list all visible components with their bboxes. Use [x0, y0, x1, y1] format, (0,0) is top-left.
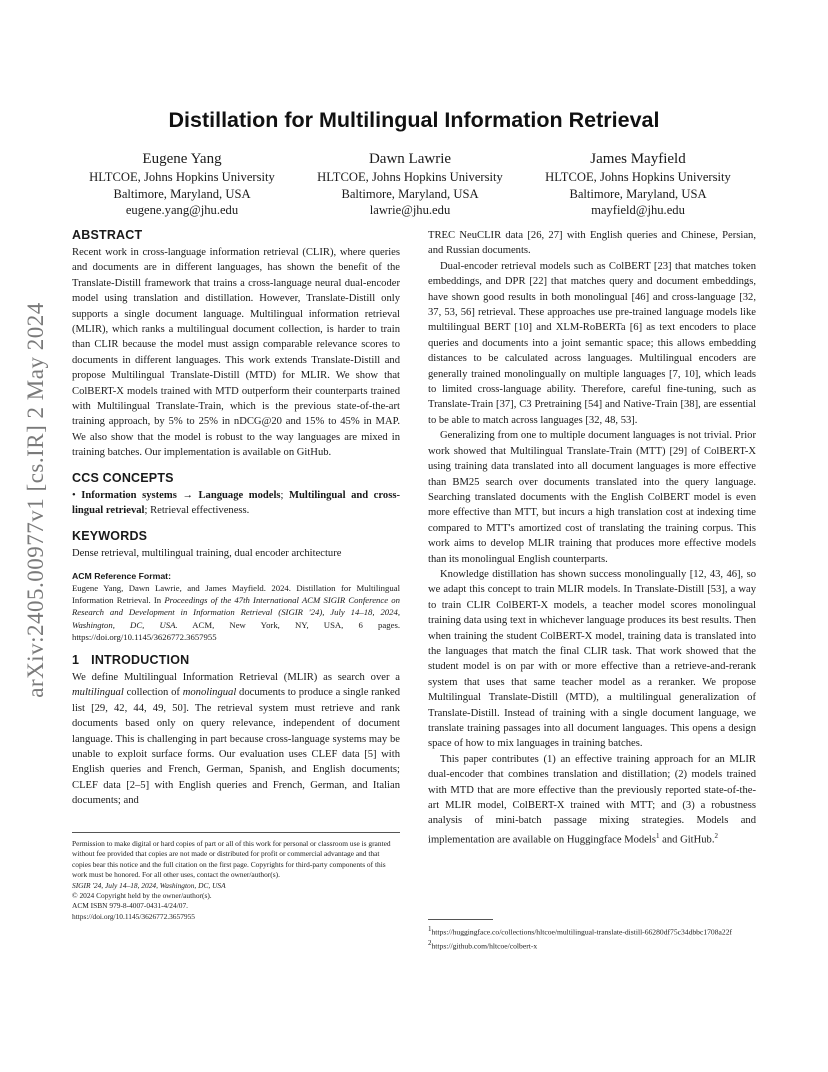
footnote-link[interactable]: https://github.com/hltcoe/colbert-x [431, 941, 538, 951]
introduction-section [72, 653, 400, 809]
ccs-rest: ; Retrieval effectiveness. [144, 505, 250, 517]
permission-text: Permission to make digital or hard copies of part or all of this work for personal or classroom use is granted without fee provided that copies are not made or distributed for profit or commercial advantage and that copies bear this notice and the full citation on the first page. Copyrights for third-party components of this work must be honored. For all other uses, contact the owner/author(s). [72, 839, 391, 880]
footnote-marker-2[interactable]: 2 [714, 831, 719, 840]
intro-p1-text-a: We define Multilingual Information Retrieval (MLIR) as search over a [72, 671, 400, 683]
introduction-heading [72, 653, 400, 667]
ccs-term-3: Multilingual and cross-lingual retrieval [72, 489, 400, 517]
footnote-marker-1[interactable]: 1 [655, 831, 660, 840]
author-location: Baltimore, Maryland, USA [569, 186, 707, 201]
paper-title: Distillation for Multilingual Information Retrieval [168, 108, 660, 132]
footnote-link[interactable]: https://huggingface.co/collections/hltcoe/multilingual-translate-distill-66280df75c34dbbc1708a22f [431, 927, 733, 937]
ccs-heading: CCS CONCEPTS [72, 470, 174, 485]
keywords-section [72, 529, 400, 561]
right-column [428, 228, 756, 848]
isbn: ACM ISBN 979-8-4007-0431-4/24/07. [72, 901, 188, 911]
acm-reference-part1: Eugene Yang, Dawn Lawrie, and James Mayfield. 2024. Distillation for Multilingual Information Retrieval. In [72, 582, 400, 606]
intro-p1-italic-2: monolingual [182, 687, 237, 699]
acm-reference [72, 571, 400, 643]
acm-reference-venue: Proceedings of the 47th International ACM SIGIR Conference on Research and Development in Information Retrieval (SIGIR '24), July 14–18, 2024, Washington, DC, USA. [72, 595, 400, 630]
conference-venue: SIGIR '24, July 14–18, 2024, Washington, DC, USA [72, 880, 226, 890]
intro-p1-italic-1: multilingual [72, 687, 124, 699]
author-block [72, 150, 748, 219]
intro-paragraph-5 [428, 752, 756, 848]
author-location: Baltimore, Maryland, USA [113, 186, 251, 201]
ccs-text [72, 488, 400, 519]
intro-paragraph-2: Dual-encoder retrieval models such as ColBERT [23] that matches token embeddings, and DPR [22] that matches query and document embeddings, have shown good results in both monolingual [46] and cross-language [32, 37, 53, 56] retrieval. These approaches use pre-trained language models like multilingual BERT [10] and XLM-RoBERTa [6] as text encoders to place queries and documents into a joint semantic space; this allows embedding distances to be calculated across languages. Multilingual encoders are generally trained monolingually on multiple languages [7, 10], which leads to limited cross-language ability. Therefore, careful fine-tuning, such as Translate-Train [37], C3 Pretraining [54] and Native-Train [38], are essential to be able to match across languages [32, 48, 53]. [428, 260, 756, 426]
intro-paragraph-1-continued: TREC NeuCLIR data [26, 27] with English queries and Chinese, Persian, and Russian documents. [428, 230, 756, 257]
arxiv-identifier: arXiv:2405.00977v1 [cs.IR] 2 May 2024 [23, 302, 48, 698]
author-email[interactable]: lawrie@jhu.edu [369, 203, 451, 217]
author-name: James Mayfield [590, 151, 686, 167]
intro-paragraph-3: Generalizing from one to multiple document languages is not trivial. Prior work showed that Multilingual Translate-Train (MTT) [29] of ColBERT-X using training data translated into all document languages is more effective than BM25 search over documents translated into the query language. Searching translated documents with the English ColBERT model is even more effective than MTT, but incurs a high translation cost at indexing time compared to MTT's amortized cost of translating the training corpus. This work aims to develop MLIR training that produces more effective models than its monolingual English counterparts. [428, 430, 756, 565]
keywords-text: Dense retrieval, multilingual training, dual encoder architecture [72, 547, 342, 559]
author-email[interactable]: eugene.yang@jhu.edu [125, 203, 239, 217]
author-3 [528, 150, 748, 219]
footnotes [428, 919, 756, 952]
author-2 [300, 150, 520, 219]
abstract-heading: ABSTRACT [72, 228, 143, 242]
author-email[interactable]: mayfield@jhu.edu [591, 203, 685, 217]
footnote-rule [428, 919, 493, 920]
author-1 [72, 150, 292, 219]
section-title: INTRODUCTION [91, 652, 190, 667]
ccs-separator: ; [280, 489, 284, 501]
ccs-arrow: → [182, 489, 193, 501]
arxiv-sidebar [6, 300, 66, 700]
intro-paragraph-4: Knowledge distillation has shown success monolingually [12, 43, 46], so we adapt this concept to train MLIR models. In Translate-Distill [53], a way to train CLIR ColBERT-X models, a teacher model scores monolingual training data using text in whichever language produces its best results. Then when training the student ColBERT-X model, training data is translated into the languages that match the final CLIR task. That work showed that the student model is on par with or more effective than a retrieve-and-rerank system that uses that same teacher model as a reranker. We propose Multilingual Translate-Distill (MTD), a multilingual generalization of Translate-Distill. Instead of training with a single document language, we translate training passages into all document languages. This opens a design space of how to mix languages in training batches. [428, 568, 756, 750]
author-affiliation: HLTCOE, Johns Hopkins University [545, 170, 731, 184]
section-number: 1 [72, 652, 80, 667]
left-column [72, 228, 400, 819]
author-location: Baltimore, Maryland, USA [341, 186, 479, 201]
author-name: Dawn Lawrie [368, 151, 452, 167]
ccs-term-2: Language models [198, 489, 281, 501]
intro-p1-text-c: documents to produce a single ranked list [29, 42, 44, 49, 50]. The retrieval system must retrieve and rank documents based only on query relevance, independent of document language. This is challenging in part because cross-language systems may be unable to exploit surface forms. Our evaluation uses CLEF data [5] with English queries and French, German, Spanish, and English documents; CLEF data [2–5] with English queries and French, German, and Italian documents; and [72, 687, 400, 807]
abstract-text: Recent work in cross-language information retrieval (CLIR), where queries and documents are in different languages, has shown the benefit of the Translate-Distill framework that trains a cross-language neural dual-encoder model using translation and distillation. However, Translate-Distill only supports a single document language. Multilingual information retrieval (MLIR), which ranks a multilingual document collection, is harder to train than CLIR because the model must assign comparable relevance scores to documents in different languages. This work extends Translate-Distill and propose Multilingual Translate-Distill (MTD) for MLIR. We show that ColBERT-X models trained with MTD outperform their counterparts trained with Multilingual Translate-Train, which is the previous state-of-the-art training approach, by 5% to 25% in nDCG@20 and 15% to 45% in MAP. We also show that the model is robust to the way languages are mixed in training batches. Our implementation is available on GitHub. [72, 247, 400, 459]
acm-reference-heading: ACM Reference Format: [72, 570, 171, 581]
author-affiliation: HLTCOE, Johns Hopkins University [317, 170, 503, 184]
acm-reference-text [72, 582, 400, 643]
ccs-bullet: • [72, 489, 76, 501]
author-affiliation: HLTCOE, Johns Hopkins University [89, 170, 275, 184]
footnote-1 [428, 924, 756, 938]
intro-paragraph-1 [72, 670, 400, 809]
ccs-section [72, 471, 400, 519]
permission-footer [72, 832, 400, 922]
ccs-term-1: Information systems [81, 489, 177, 501]
footnote-number: 2 [428, 938, 432, 947]
author-name: Eugene Yang [142, 151, 222, 167]
doi-link[interactable]: https://doi.org/10.1145/3626772.3657955 [72, 911, 195, 921]
copyright-notice: © 2024 Copyright held by the owner/author(s). [72, 891, 212, 901]
keywords-heading: KEYWORDS [72, 528, 148, 543]
intro-p1-text-b: collection of [123, 687, 183, 699]
footnote-2 [428, 938, 756, 952]
intro-p5-text-b: and GitHub. [659, 834, 715, 846]
acm-reference-part2: ACM, New York, NY, USA, 6 pages. https://doi.org/10.1145/3626772.3657955 [72, 619, 400, 642]
footnote-number: 1 [428, 925, 432, 933]
abstract-section [72, 228, 400, 461]
intro-p5-text-a: This paper contributes (1) an effective training approach for an MLIR dual-encoder that combines translation and distillation; (2) models trained with MTD that are more effective than the previously reported state-of-the-art MLIR model, ColBERT-X trained with MTT; and (3) a robustness analysis of mini-batch passage mixing strategies. Models and implementation are available on Huggingface Models [428, 753, 756, 846]
